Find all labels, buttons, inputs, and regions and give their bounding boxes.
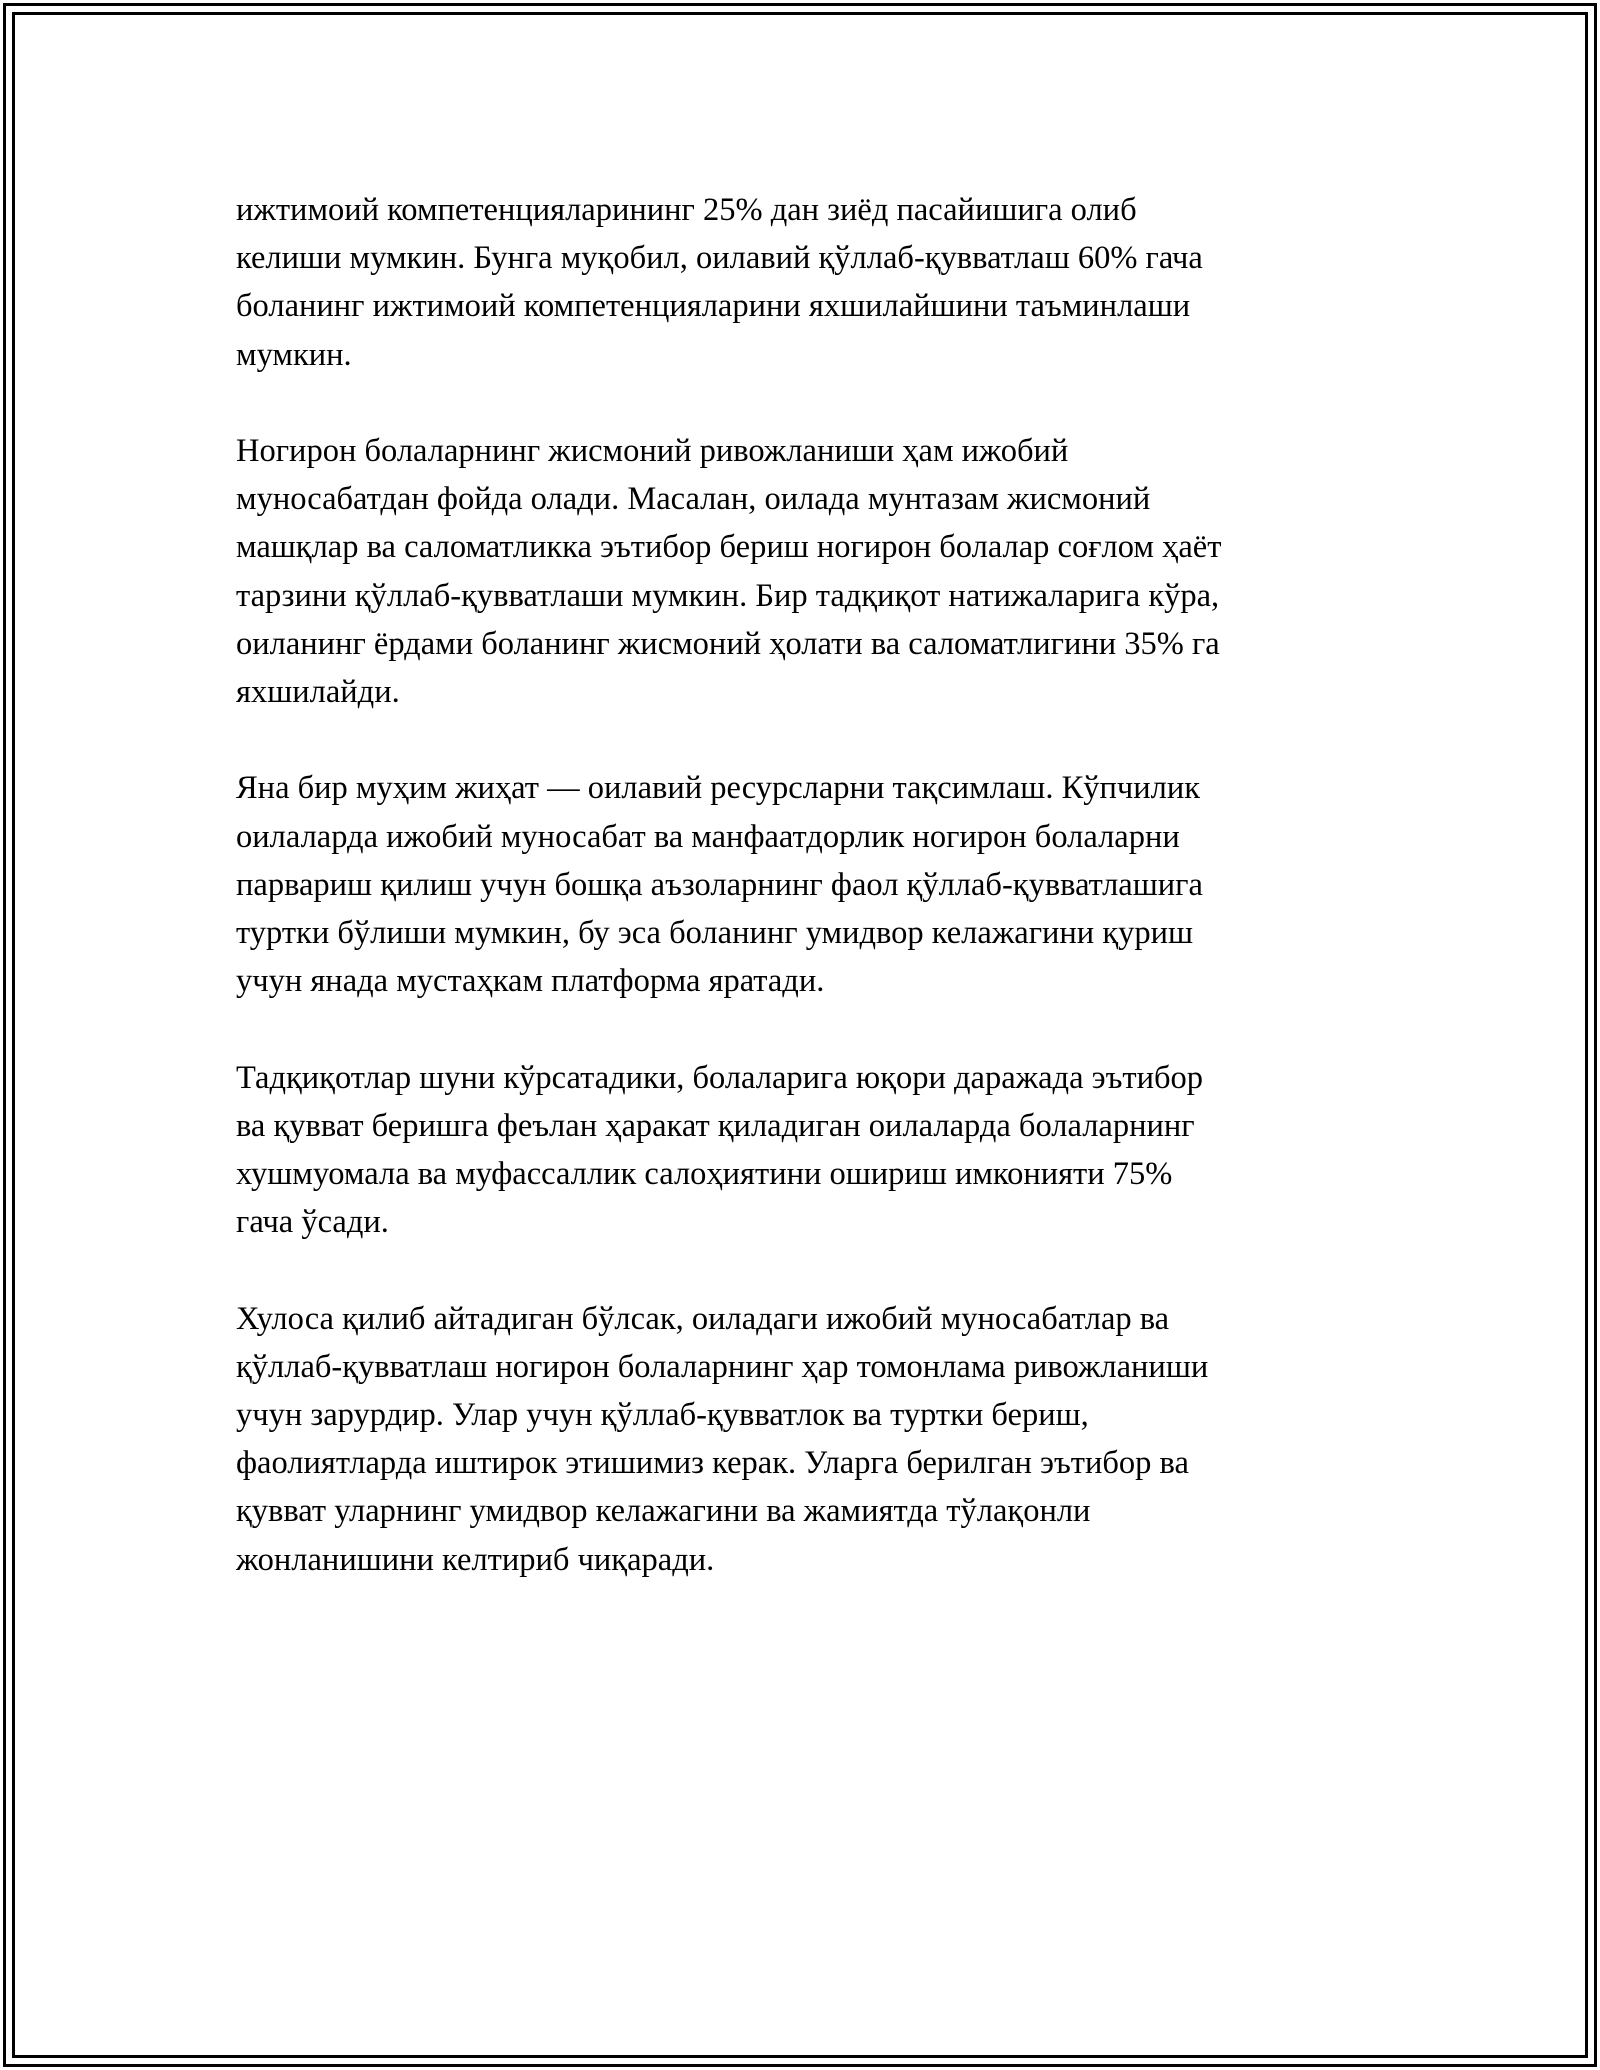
paragraph-physical-development: Ногирон болаларнинг жисмоний ривожланиши ҳам ижобий муносабатдан фойда олади. Масалан, оилада мунтазам жисмоний машқлар ва саломатликка эътибор бериш ногирон болалар соғлом ҳаёт тарзини қўллаб-қувватлаши мумкин. Бир тадқиқот натижаларига кўра, оиланинг ёрдами боланинг жисмоний ҳолати ва саломатлигини 35% га яхшилайди. <box>236 433 1222 711</box>
document-body <box>236 186 1366 1632</box>
paragraph-social-competence: ижтимоий компетенцияларининг 25% дан зиёд пасайишига олиб келиши мумкин. Бунга муқобил, оилавий қўллаб-қувватлаш 60% гача боланинг ижтимоий компетенцияларини яхшилайшини таъминлаши мумкин. <box>236 192 1203 373</box>
paragraph-research-findings: Тадқиқотлар шуни кўрсатадики, болаларига юқори даражада эътибор ва қувват беришга феълан ҳаракат қиладиган оилаларда болаларнинг хушмуомала ва муфассаллик салоҳиятини ошириш имконияти 75% гача ўсади. <box>236 1059 1204 1241</box>
paragraph-family-resources: Яна бир муҳим жиҳат — оилавий ресурсларни тақсимлаш. Кўпчилик оилаларда ижобий муносабат ва манфаатдорлик ногирон болаларни парвариш қилиш учун бошқа аъзоларнинг фаол қўллаб-қувватлашига туртки бўлиши мумкин, бу эса боланинг умидвор келажагини қуриш учун янада мустаҳкам платформа яратади. <box>236 770 1203 1000</box>
paragraph-conclusion: Хулоса қилиб айтадиган бўлсак, оиладаги ижобий муносабатлар ва қўллаб-қувватлаш ногирон болаларнинг ҳар томонлама ривожланиши учун зарурдир. Улар учун қўллаб-қувватлок ва туртки бериш, фаолиятларда иштирок этишимиз керак. Уларга берилган эътибор ва қувват уларнинг умидвор келажагини ва жамиятда тўлақонли жонланишини келтириб чиқаради. <box>236 1300 1209 1578</box>
